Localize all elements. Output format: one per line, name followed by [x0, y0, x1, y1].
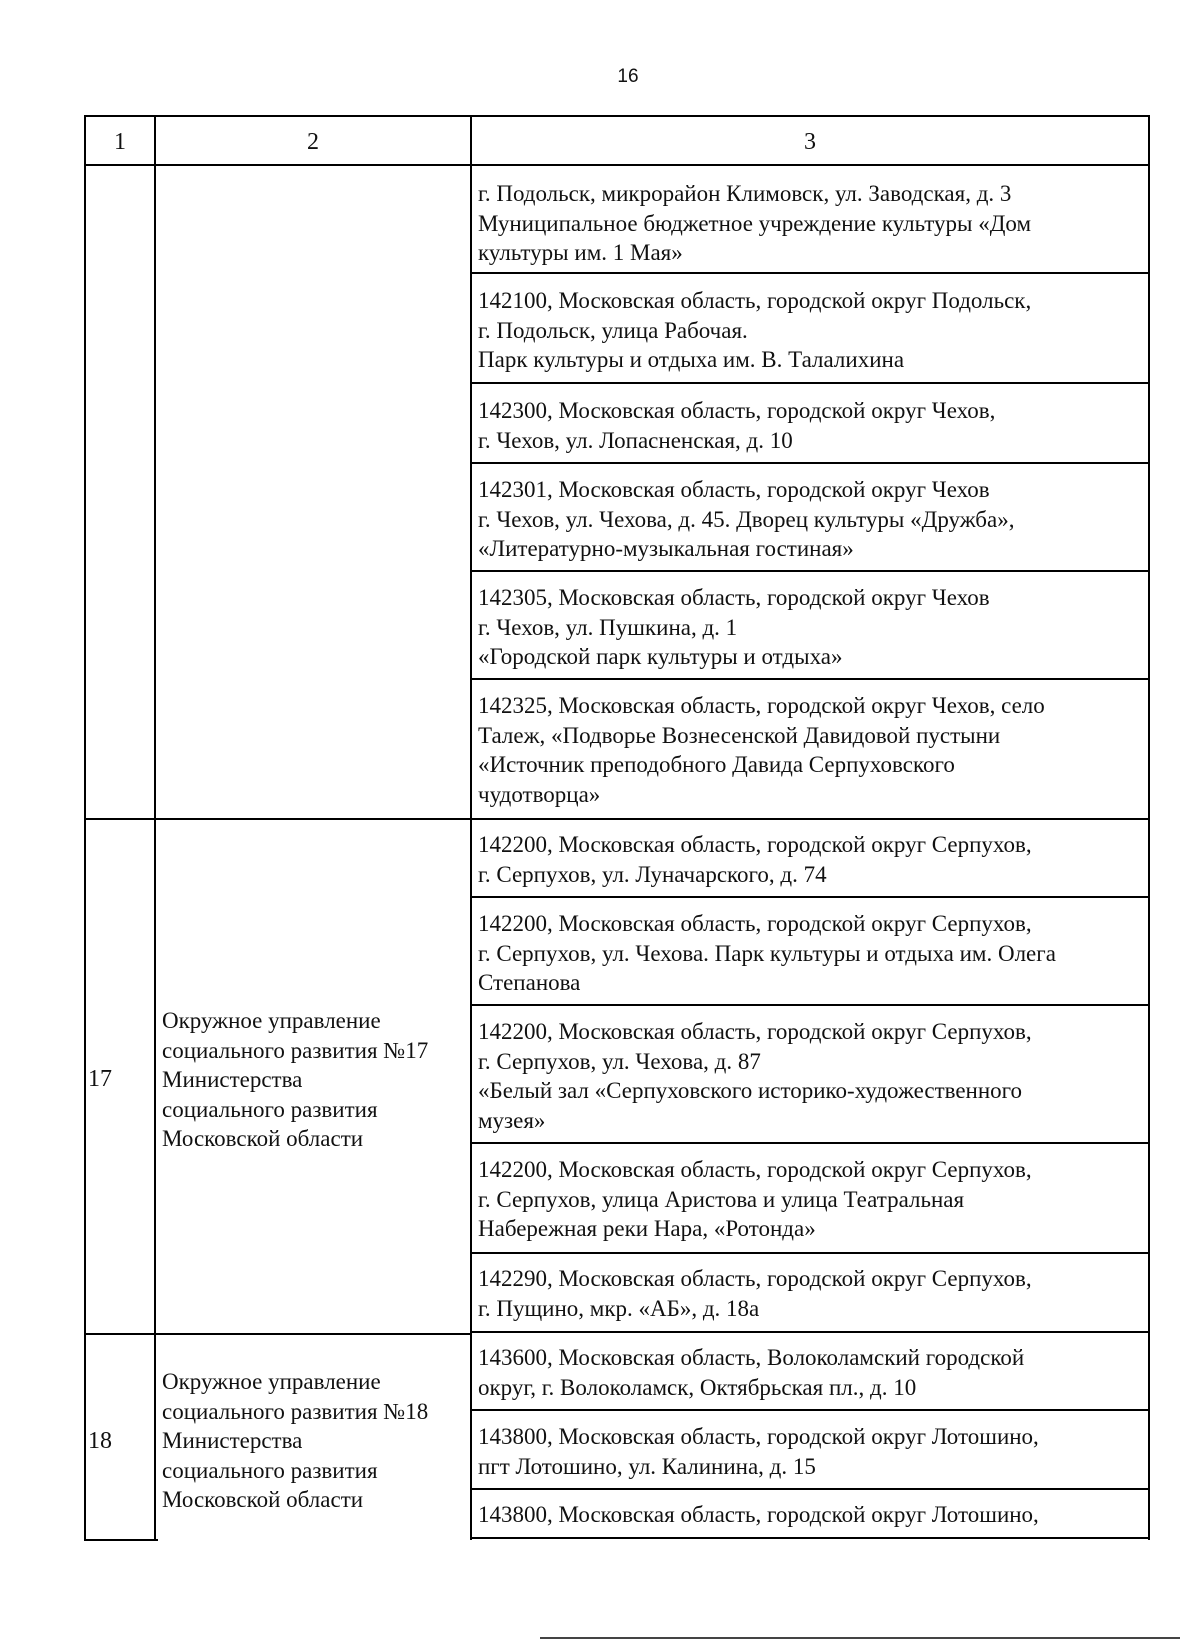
table-bottom-border-left	[84, 1539, 158, 1541]
row-separator	[470, 818, 1150, 820]
organization-name: Окружное управление социального развития №18 Министерства социального развития Московской области	[162, 1369, 429, 1512]
row-separator	[470, 570, 1150, 572]
header-bottom-border	[84, 164, 1150, 166]
group-separator	[84, 1333, 470, 1335]
row-separator	[470, 462, 1150, 464]
row-separator	[470, 678, 1150, 680]
address-cell: 142200, Московская область, городской округ Серпухов, г. Серпухов, ул. Чехова, д. 87 «Белый зал «Серпуховского историко-художественного музея»	[478, 1019, 1032, 1133]
address-cell: 142305, Московская область, городской округ Чехов г. Чехов, ул. Пушкина, д. 1 «Городской парк культуры и отдыха»	[478, 585, 990, 669]
table-top-border	[84, 115, 1150, 117]
table-right-border	[1148, 115, 1150, 1540]
table-bottom-border-right	[472, 1537, 1150, 1539]
table-left-border	[84, 115, 86, 1540]
address-cell: г. Подольск, микрорайон Климовск, ул. Заводская, д. 3 Муниципальное бюджетное учреждение культуры «Дом культуры им. 1 Мая»	[478, 181, 1031, 265]
row-separator	[470, 1004, 1150, 1006]
row-number: 18	[88, 1428, 112, 1454]
address-cell: 142301, Московская область, городской округ Чехов г. Чехов, ул. Чехова, д. 45. Дворец культуры «Дружба», «Литературно-музыкальная гостиная»	[478, 477, 1015, 561]
row-separator	[470, 1142, 1150, 1144]
header-col-1: 1	[114, 129, 126, 155]
header-col-2: 2	[307, 129, 319, 155]
address-cell: 142200, Московская область, городской округ Серпухов, г. Серпухов, ул. Чехова. Парк культуры и отдыха им. Олега Степанова	[478, 911, 1056, 995]
address-cell: 142100, Московская область, городской округ Подольск, г. Подольск, улица Рабочая. Парк культуры и отдыха им. В. Талалихина	[478, 288, 1032, 372]
group-separator	[84, 818, 470, 820]
address-cell: 143600, Московская область, Волоколамский городской округ, г. Волоколамск, Октябрьская пл., д. 10	[478, 1345, 1025, 1400]
column-2-3-divider	[470, 115, 472, 1540]
row-separator	[470, 1409, 1150, 1411]
address-cell: 142300, Московская область, городской округ Чехов, г. Чехов, ул. Лопасненская, д. 10	[478, 398, 996, 453]
row-separator	[470, 1252, 1150, 1254]
column-1-2-divider	[154, 115, 156, 1540]
row-separator	[470, 1331, 1150, 1333]
header-col-3: 3	[804, 129, 816, 155]
address-cell: 142200, Московская область, городской округ Серпухов, г. Серпухов, ул. Луначарского, д. 74	[478, 832, 1032, 887]
row-separator	[470, 382, 1150, 384]
address-cell: 142290, Московская область, городской округ Серпухов, г. Пущино, мкр. «АБ», д. 18а	[478, 1266, 1032, 1321]
address-cell: 143800, Московская область, городской округ Лотошино,	[478, 1502, 1039, 1527]
row-separator	[470, 272, 1150, 274]
address-cell: 143800, Московская область, городской округ Лотошино, пгт Лотошино, ул. Калинина, д. 15	[478, 1424, 1039, 1479]
row-number: 17	[88, 1066, 112, 1092]
address-cell: 142325, Московская область, городской округ Чехов, село Талеж, «Подворье Вознесенской Давидовой пустыни «Источник преподобного Давида Серпуховского чудотворца»	[478, 693, 1045, 807]
page-number: 16	[617, 66, 639, 87]
scan-bottom-edge	[540, 1637, 1180, 1639]
address-cell: 142200, Московская область, городской округ Серпухов, г. Серпухов, улица Аристова и улица Театральная Набережная реки Нара, «Ротонда»	[478, 1157, 1032, 1241]
organization-name: Окружное управление социального развития №17 Министерства социального развития Московской области	[162, 1008, 429, 1151]
row-separator	[470, 896, 1150, 898]
row-separator	[470, 1488, 1150, 1490]
